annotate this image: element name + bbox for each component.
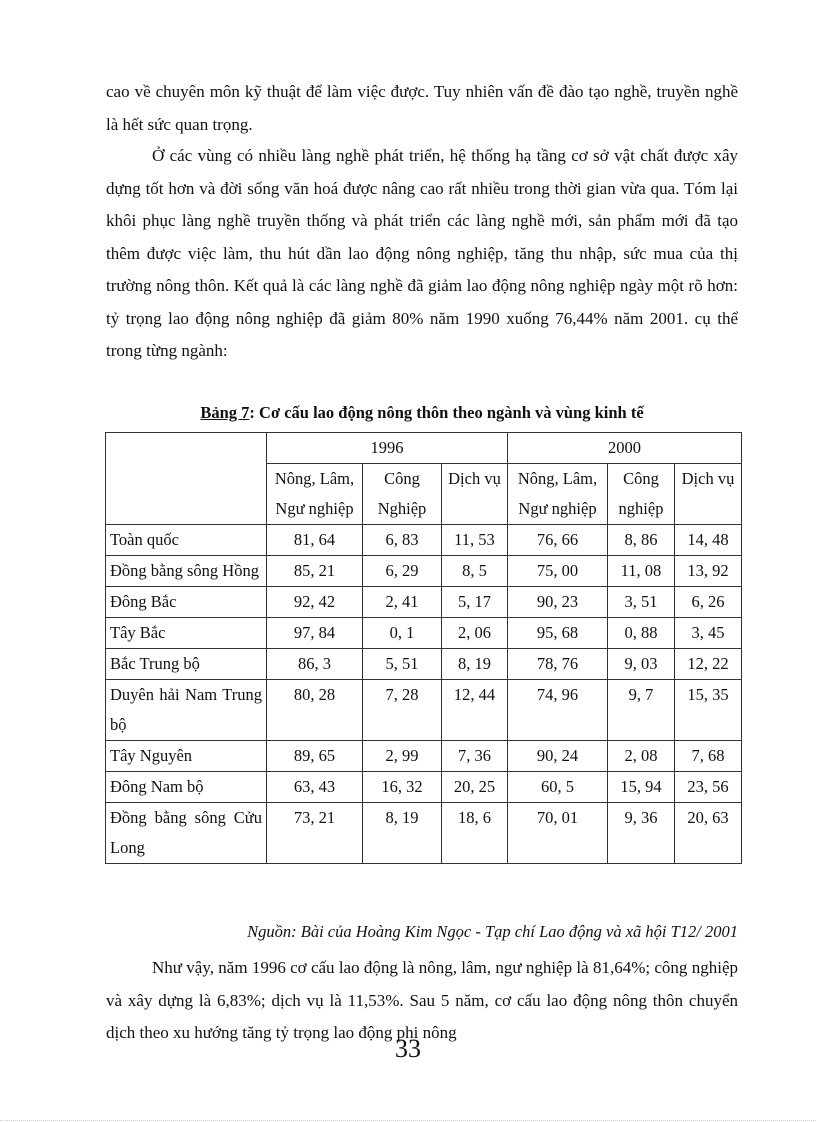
value-cell: 5, 17 [442,587,508,618]
value-cell: 2, 06 [442,618,508,649]
value-cell: 76, 66 [508,525,608,556]
value-cell: 7, 36 [442,741,508,772]
labor-structure-table [105,432,742,864]
region-cell: Tây Bắc [106,618,267,649]
value-cell: 86, 3 [267,649,363,680]
column-header: Công Nghiệp [363,464,442,525]
value-cell: 90, 23 [508,587,608,618]
value-cell: 9, 36 [608,803,675,864]
table-row [106,803,742,864]
table-corner-cell [106,433,267,525]
value-cell: 20, 63 [675,803,742,864]
region-cell: Đồng bằng sông Cửu Long [106,803,267,864]
table-row [106,680,742,741]
value-cell: 78, 76 [508,649,608,680]
year-header: 2000 [508,433,742,464]
value-cell: 97, 84 [267,618,363,649]
value-cell: 7, 68 [675,741,742,772]
value-cell: 6, 29 [363,556,442,587]
value-cell: 5, 51 [363,649,442,680]
table-row [106,649,742,680]
value-cell: 0, 88 [608,618,675,649]
value-cell: 85, 21 [267,556,363,587]
value-cell: 9, 7 [608,680,675,741]
region-cell: Toàn quốc [106,525,267,556]
table-row [106,741,742,772]
table-body [106,525,742,864]
table-year-row [106,433,742,464]
value-cell: 95, 68 [508,618,608,649]
value-cell: 8, 5 [442,556,508,587]
value-cell: 2, 41 [363,587,442,618]
value-cell: 70, 01 [508,803,608,864]
table-caption-text: : Cơ cấu lao động nông thôn theo ngành và vùng kinh tế [249,403,644,422]
page-number: 33 [395,1034,421,1063]
value-cell: 12, 44 [442,680,508,741]
column-header: Dịch vụ [442,464,508,525]
year-header: 1996 [267,433,508,464]
column-header: Công nghiệp [608,464,675,525]
region-cell: Duyên hải Nam Trung bộ [106,680,267,741]
table-caption [106,403,738,423]
table-row [106,556,742,587]
value-cell: 0, 1 [363,618,442,649]
value-cell: 3, 45 [675,618,742,649]
value-cell: 20, 25 [442,772,508,803]
value-cell: 63, 43 [267,772,363,803]
value-cell: 11, 08 [608,556,675,587]
value-cell: 12, 22 [675,649,742,680]
value-cell: 92, 42 [267,587,363,618]
paragraph-2: Ở các vùng có nhiều làng nghề phát triển, hệ thống hạ tầng cơ sở vật chất được xây dựng tốt hơn và đời sống văn hoá được nâng cao rất nhiều trong thời gian vừa qua. Tóm lại khôi phục làng nghề truyền thống và phát triển các làng nghề mới, sản phẩm mới đã tạo thêm được việc làm, thu hút dần lao động nông nghiệp, tăng thu nhập, sức mua của thị trường nông thôn. Kết quả là các làng nghề đã giảm lao động nông nghiệp ngày một rõ hơn: tỷ trọng lao động nông nghiệp đã giảm 80% năm 1990 xuống 76,44% năm 2001. cụ thể trong từng ngành: [106,146,738,360]
value-cell: 6, 26 [675,587,742,618]
value-cell: 11, 53 [442,525,508,556]
column-header: Nông, Lâm, Ngư nghiệp [267,464,363,525]
value-cell: 3, 51 [608,587,675,618]
value-cell: 16, 32 [363,772,442,803]
value-cell: 8, 19 [442,649,508,680]
value-cell: 2, 99 [363,741,442,772]
paragraph-1: cao về chuyên môn kỹ thuật để làm việc được. Tuy nhiên vấn đề đào tạo nghề, truyền nghề là hết sức quan trọng. [106,82,738,134]
value-cell: 6, 83 [363,525,442,556]
table-caption-label: Bảng 7 [200,403,250,422]
paragraph-3: Như vậy, năm 1996 cơ cấu lao động là nông, lâm, ngư nghiệp là 81,64%; công nghiệp và xây dựng là 6,83%; dịch vụ là 11,53%. Sau 5 năm, cơ cấu lao động nông thôn chuyển dịch theo xu hướng tăng tỷ trọng lao động phi nông [106,958,738,1042]
region-cell: Đông Nam bộ [106,772,267,803]
value-cell: 15, 35 [675,680,742,741]
region-cell: Đồng bằng sông Hồng [106,556,267,587]
value-cell: 18, 6 [442,803,508,864]
value-cell: 8, 19 [363,803,442,864]
value-cell: 74, 96 [508,680,608,741]
column-header: Dịch vụ [675,464,742,525]
value-cell: 90, 24 [508,741,608,772]
value-cell: 73, 21 [267,803,363,864]
value-cell: 7, 28 [363,680,442,741]
value-cell: 75, 00 [508,556,608,587]
value-cell: 13, 92 [675,556,742,587]
column-header: Nông, Lâm, Ngư nghiệp [508,464,608,525]
value-cell: 2, 08 [608,741,675,772]
value-cell: 89, 65 [267,741,363,772]
value-cell: 23, 56 [675,772,742,803]
table-row [106,587,742,618]
region-cell: Đông Bắc [106,587,267,618]
table-row [106,772,742,803]
value-cell: 8, 86 [608,525,675,556]
table-source-note: Nguồn: Bài của Hoàng Kim Ngọc - Tạp chí Lao động và xã hội T12/ 2001 [247,922,738,941]
page-bottom-divider [0,1120,816,1121]
value-cell: 80, 28 [267,680,363,741]
region-cell: Tây Nguyên [106,741,267,772]
value-cell: 81, 64 [267,525,363,556]
value-cell: 15, 94 [608,772,675,803]
table-row [106,525,742,556]
value-cell: 9, 03 [608,649,675,680]
value-cell: 60, 5 [508,772,608,803]
table-row [106,618,742,649]
value-cell: 14, 48 [675,525,742,556]
region-cell: Bắc Trung bộ [106,649,267,680]
